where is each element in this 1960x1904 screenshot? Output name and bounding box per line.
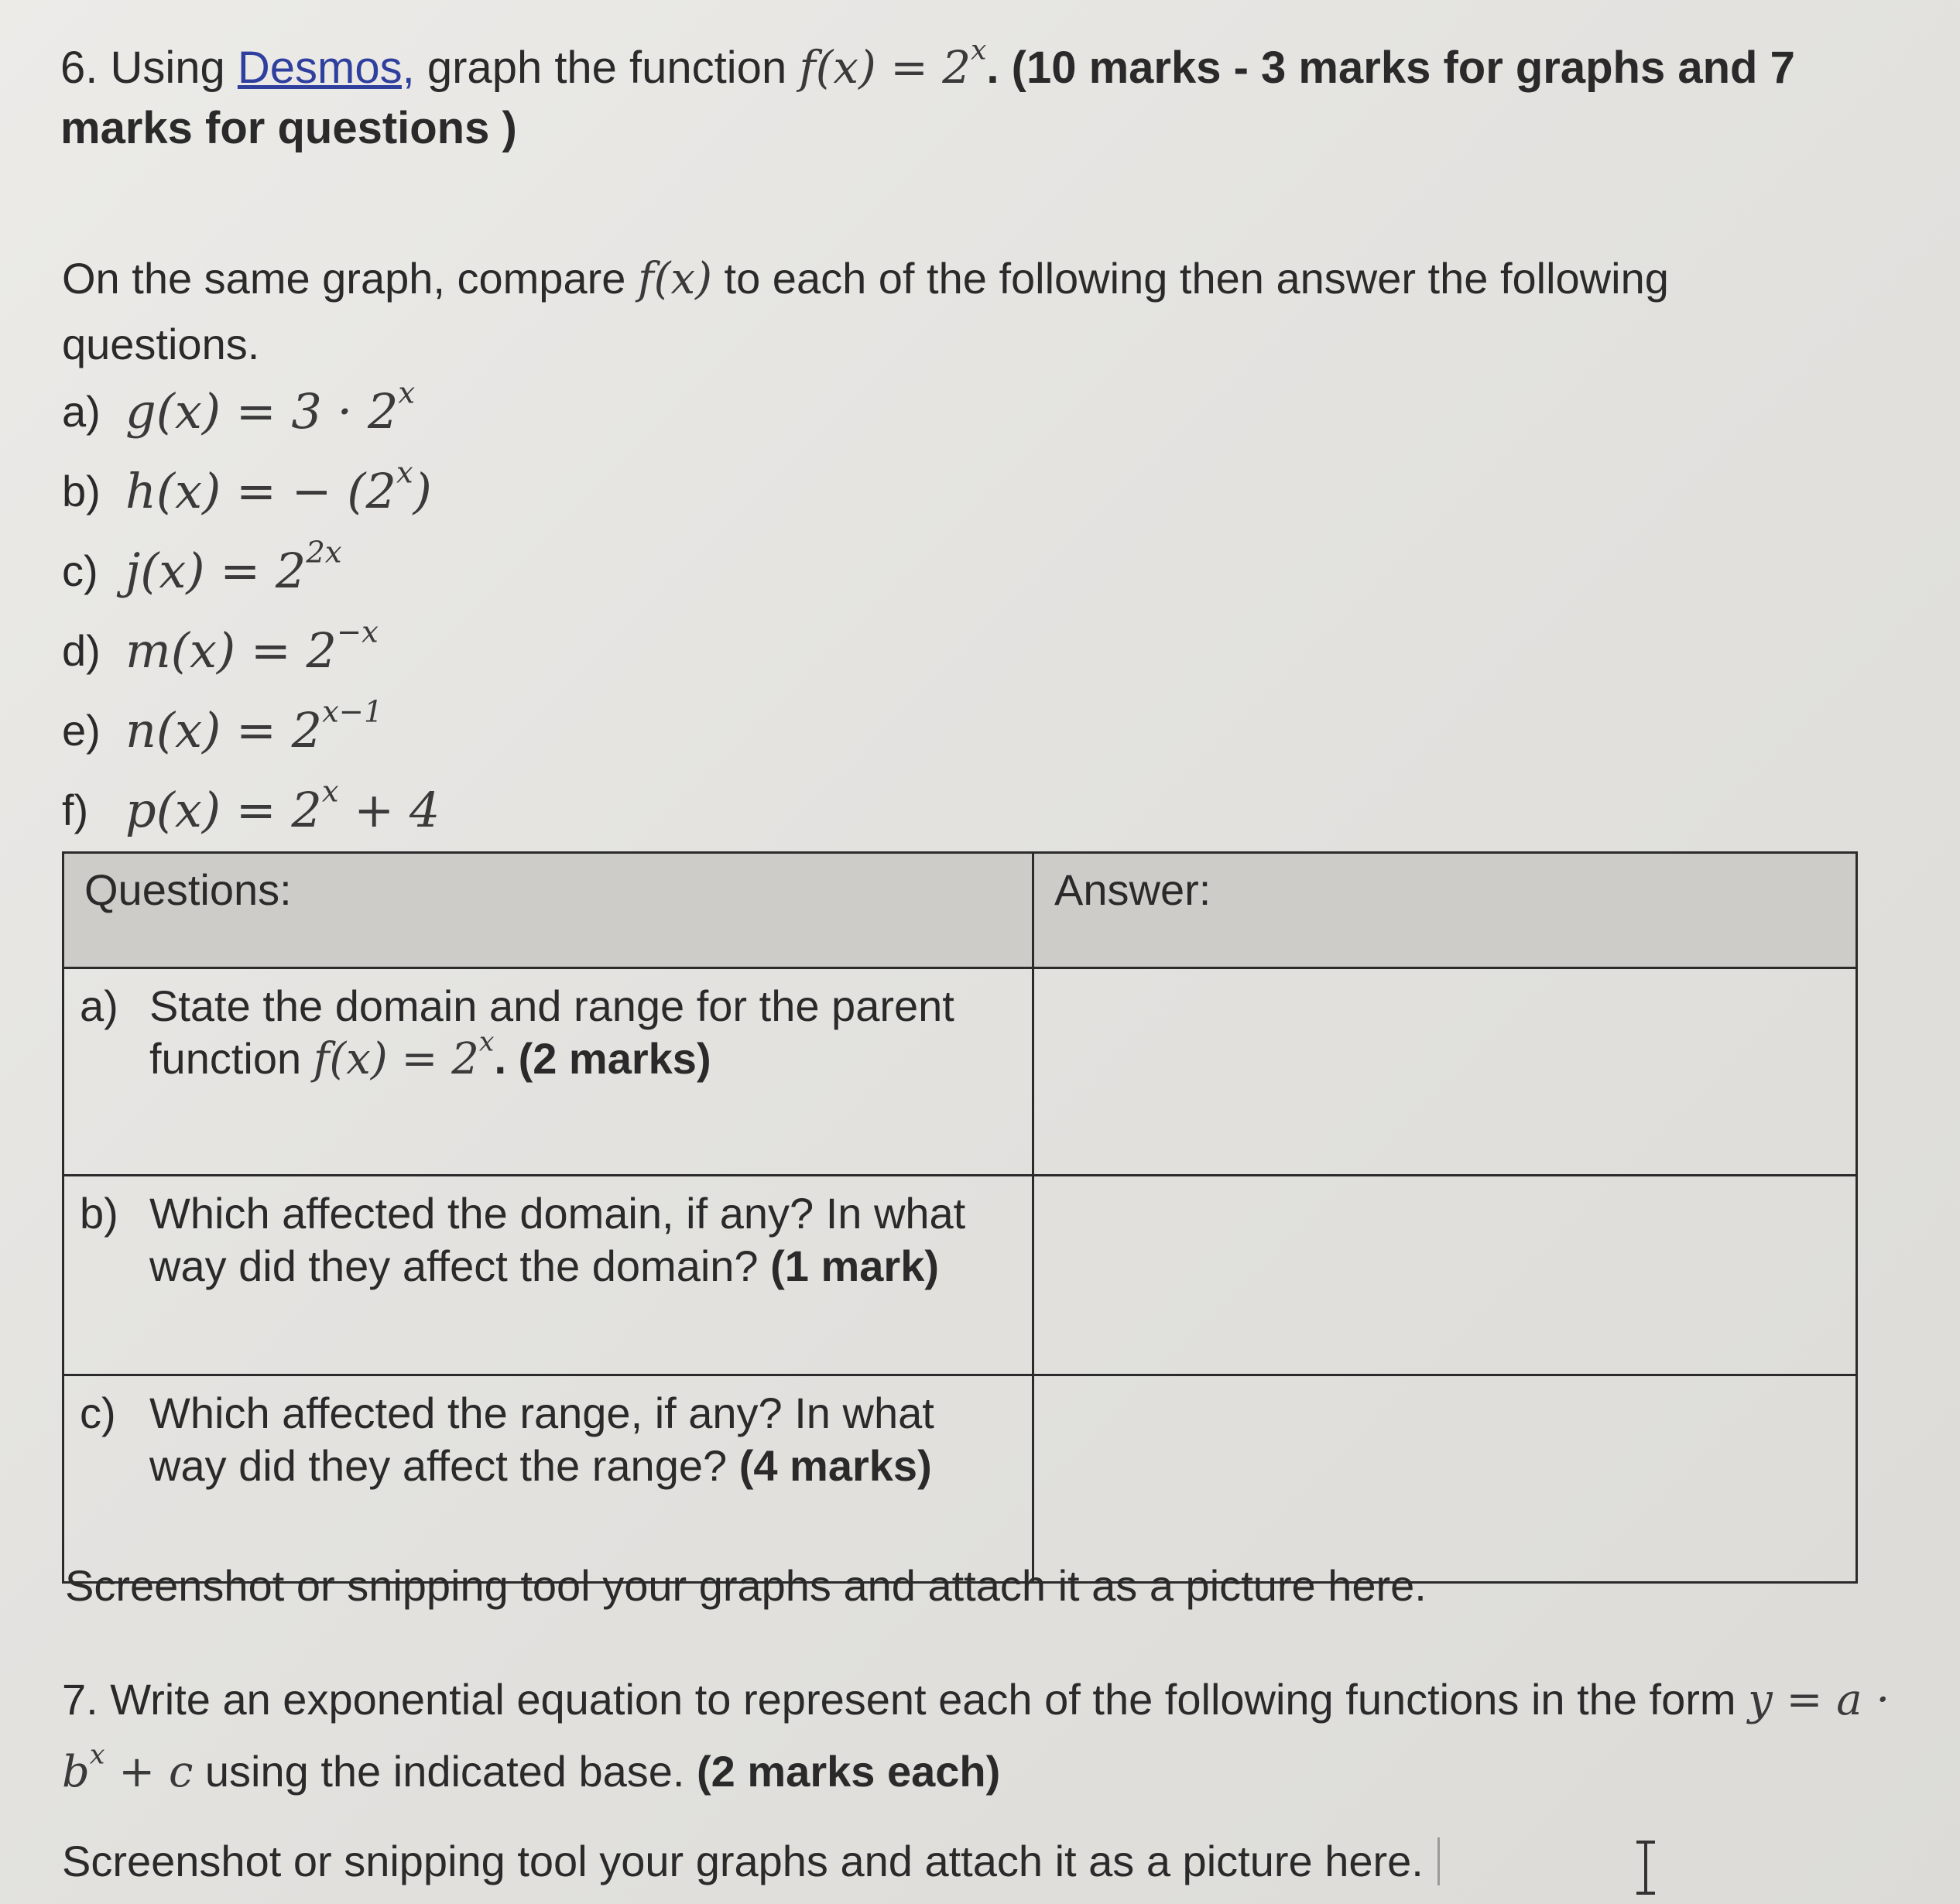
answer-cell-c[interactable]: [1033, 1375, 1857, 1583]
question-cell-c: c) Which affected the range, if any? In what way did they affect the range? (4 marks): [63, 1375, 1033, 1583]
question-6-marks: . (10 marks - 3 marks for graphs and 7 marks for questions ): [60, 43, 1795, 153]
text-caret: [1437, 1837, 1440, 1885]
function-list: [62, 372, 440, 850]
function-item-d: d) $m(x) = 2^{-x}$: [62, 615, 379, 679]
answer-cell-b[interactable]: [1033, 1176, 1857, 1375]
table-row: [63, 1375, 1857, 1583]
question-6-number: 6. Using: [60, 43, 225, 93]
function-item-b: b) h(x) = − $(2^x)$: [62, 455, 432, 519]
question-6-text: graph the function: [427, 43, 787, 93]
fx-symbol: f(x): [637, 254, 712, 304]
header-answer: Answer:: [1033, 853, 1857, 968]
question-7: 7. Write an exponential equation to represent each of the following functions in the form $y = a \cdot b^x + c$ using the indicated base. (2 marks each): [62, 1675, 1890, 1797]
screenshot-note-2[interactable]: Screenshot or snipping tool your graphs and attach it as a picture here.: [62, 1836, 1440, 1886]
function-item-c: c) $j(x) = 2^{2x}$: [62, 535, 342, 599]
ibeam-cursor-icon: [1630, 1839, 1661, 1896]
function-item-a: a) $g(x) = 3 \cdot 2^x$: [62, 375, 416, 440]
function-item-f: f) $p(x) = 2^x + 4$: [62, 774, 440, 838]
table-row: [63, 968, 1857, 1176]
exponential-form: $y = a \cdot b^x + c$: [62, 1675, 1890, 1797]
table-header-row: [63, 853, 1857, 968]
header-questions: Questions:: [63, 853, 1033, 968]
answer-cell-a[interactable]: [1033, 968, 1857, 1176]
question-cell-a: a) State the domain and range for the parent function $f(x) = 2^x$. (2 marks): [63, 968, 1033, 1176]
questions-table: [62, 851, 1858, 1584]
desmos-link[interactable]: Desmos,: [237, 43, 415, 93]
function-item-e: e) $n(x) = 2^{x-1}$: [62, 694, 383, 759]
parent-function: $f(x) = 2^x$: [799, 34, 987, 94]
compare-instructions: On the same graph, compare f(x) to each of the following then answer the following questions.: [62, 254, 1669, 368]
question-6: [60, 34, 1903, 159]
question-cell-b: b) Which affected the domain, if any? In what way did they affect the domain? (1 mark): [63, 1176, 1033, 1375]
table-row: [63, 1176, 1857, 1375]
screenshot-note-1: Screenshot or snipping tool your graphs and attach it as a picture here.: [65, 1561, 1427, 1610]
